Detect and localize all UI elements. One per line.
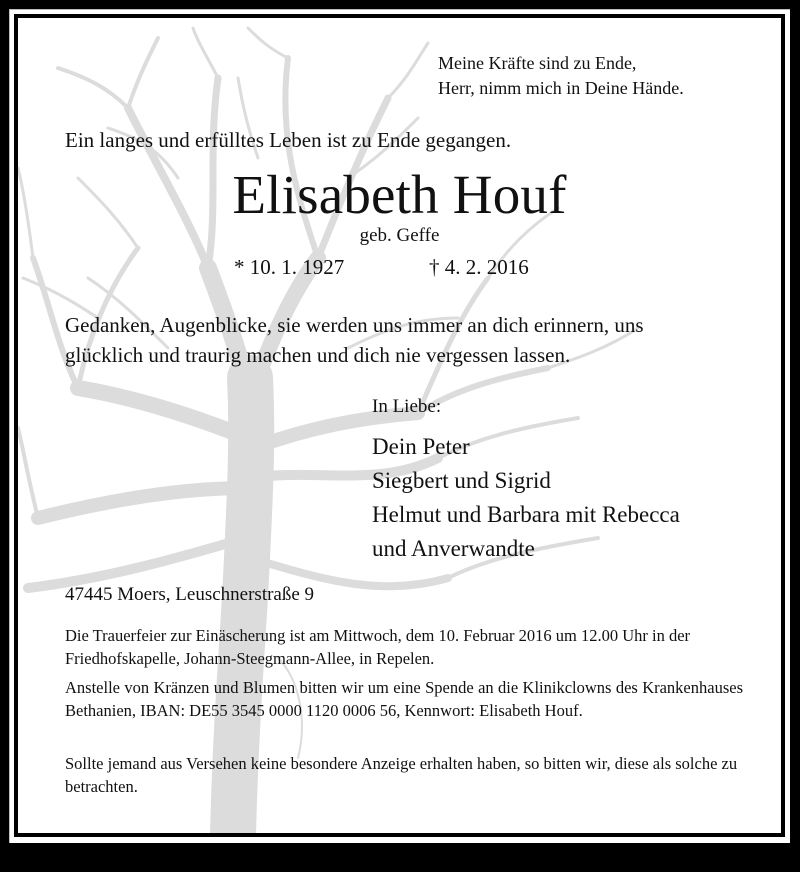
funeral-info: Die Trauerfeier zur Einäscherung ist am Mittwoch, dem 10. Februar 2016 um 12.00 Uhr in der Friedhofskapelle, Johann-Steegmann-Allee, in Repelen.	[65, 626, 691, 668]
notice-content	[18, 18, 781, 833]
notice-disclaimer: Sollte jemand aus Versehen keine besondere Anzeige erhalten haben, so bitten wir, diese als solche zu betrachten.	[65, 754, 738, 796]
mourner: und Anverwandte	[372, 536, 535, 561]
love-label: In Liebe:	[372, 396, 442, 417]
quote-line: glücklich und traurig machen und dich nie vergessen lassen.	[65, 343, 571, 367]
quote-line: Gedanken, Augenblicke, sie werden uns immer an dich erinnern, uns	[65, 313, 644, 337]
maiden-name: geb. Geffe	[359, 225, 440, 246]
birth-date: * 10. 1. 1927	[234, 255, 345, 279]
mourners-list	[372, 430, 680, 566]
mourner: Dein Peter	[372, 434, 470, 459]
motto-line: Meine Kräfte sind zu Ende,	[438, 53, 637, 73]
memorial-quote	[65, 310, 745, 370]
deceased-name: Elisabeth Houf	[232, 164, 567, 225]
obituary-notice	[14, 14, 785, 837]
death-date: † 4. 2. 2016	[429, 255, 529, 279]
mourner: Siegbert und Sigrid	[372, 468, 551, 493]
address: 47445 Moers, Leuschnerstraße 9	[65, 584, 315, 605]
intro-text: Ein langes und erfülltes Leben ist zu Ende gegangen.	[65, 128, 512, 152]
motto-line: Herr, nimm mich in Deine Hände.	[438, 78, 684, 98]
motto	[438, 51, 684, 101]
mourner: Helmut und Barbara mit Rebecca	[372, 502, 680, 527]
donation-info: Anstelle von Kränzen und Blumen bitten wir um eine Spende an die Klinikclowns des Krankenhauses Bethanien, IBAN: DE55 3545 0000 1120 0006 56, Kennwort: Elisabeth Houf.	[65, 678, 743, 720]
